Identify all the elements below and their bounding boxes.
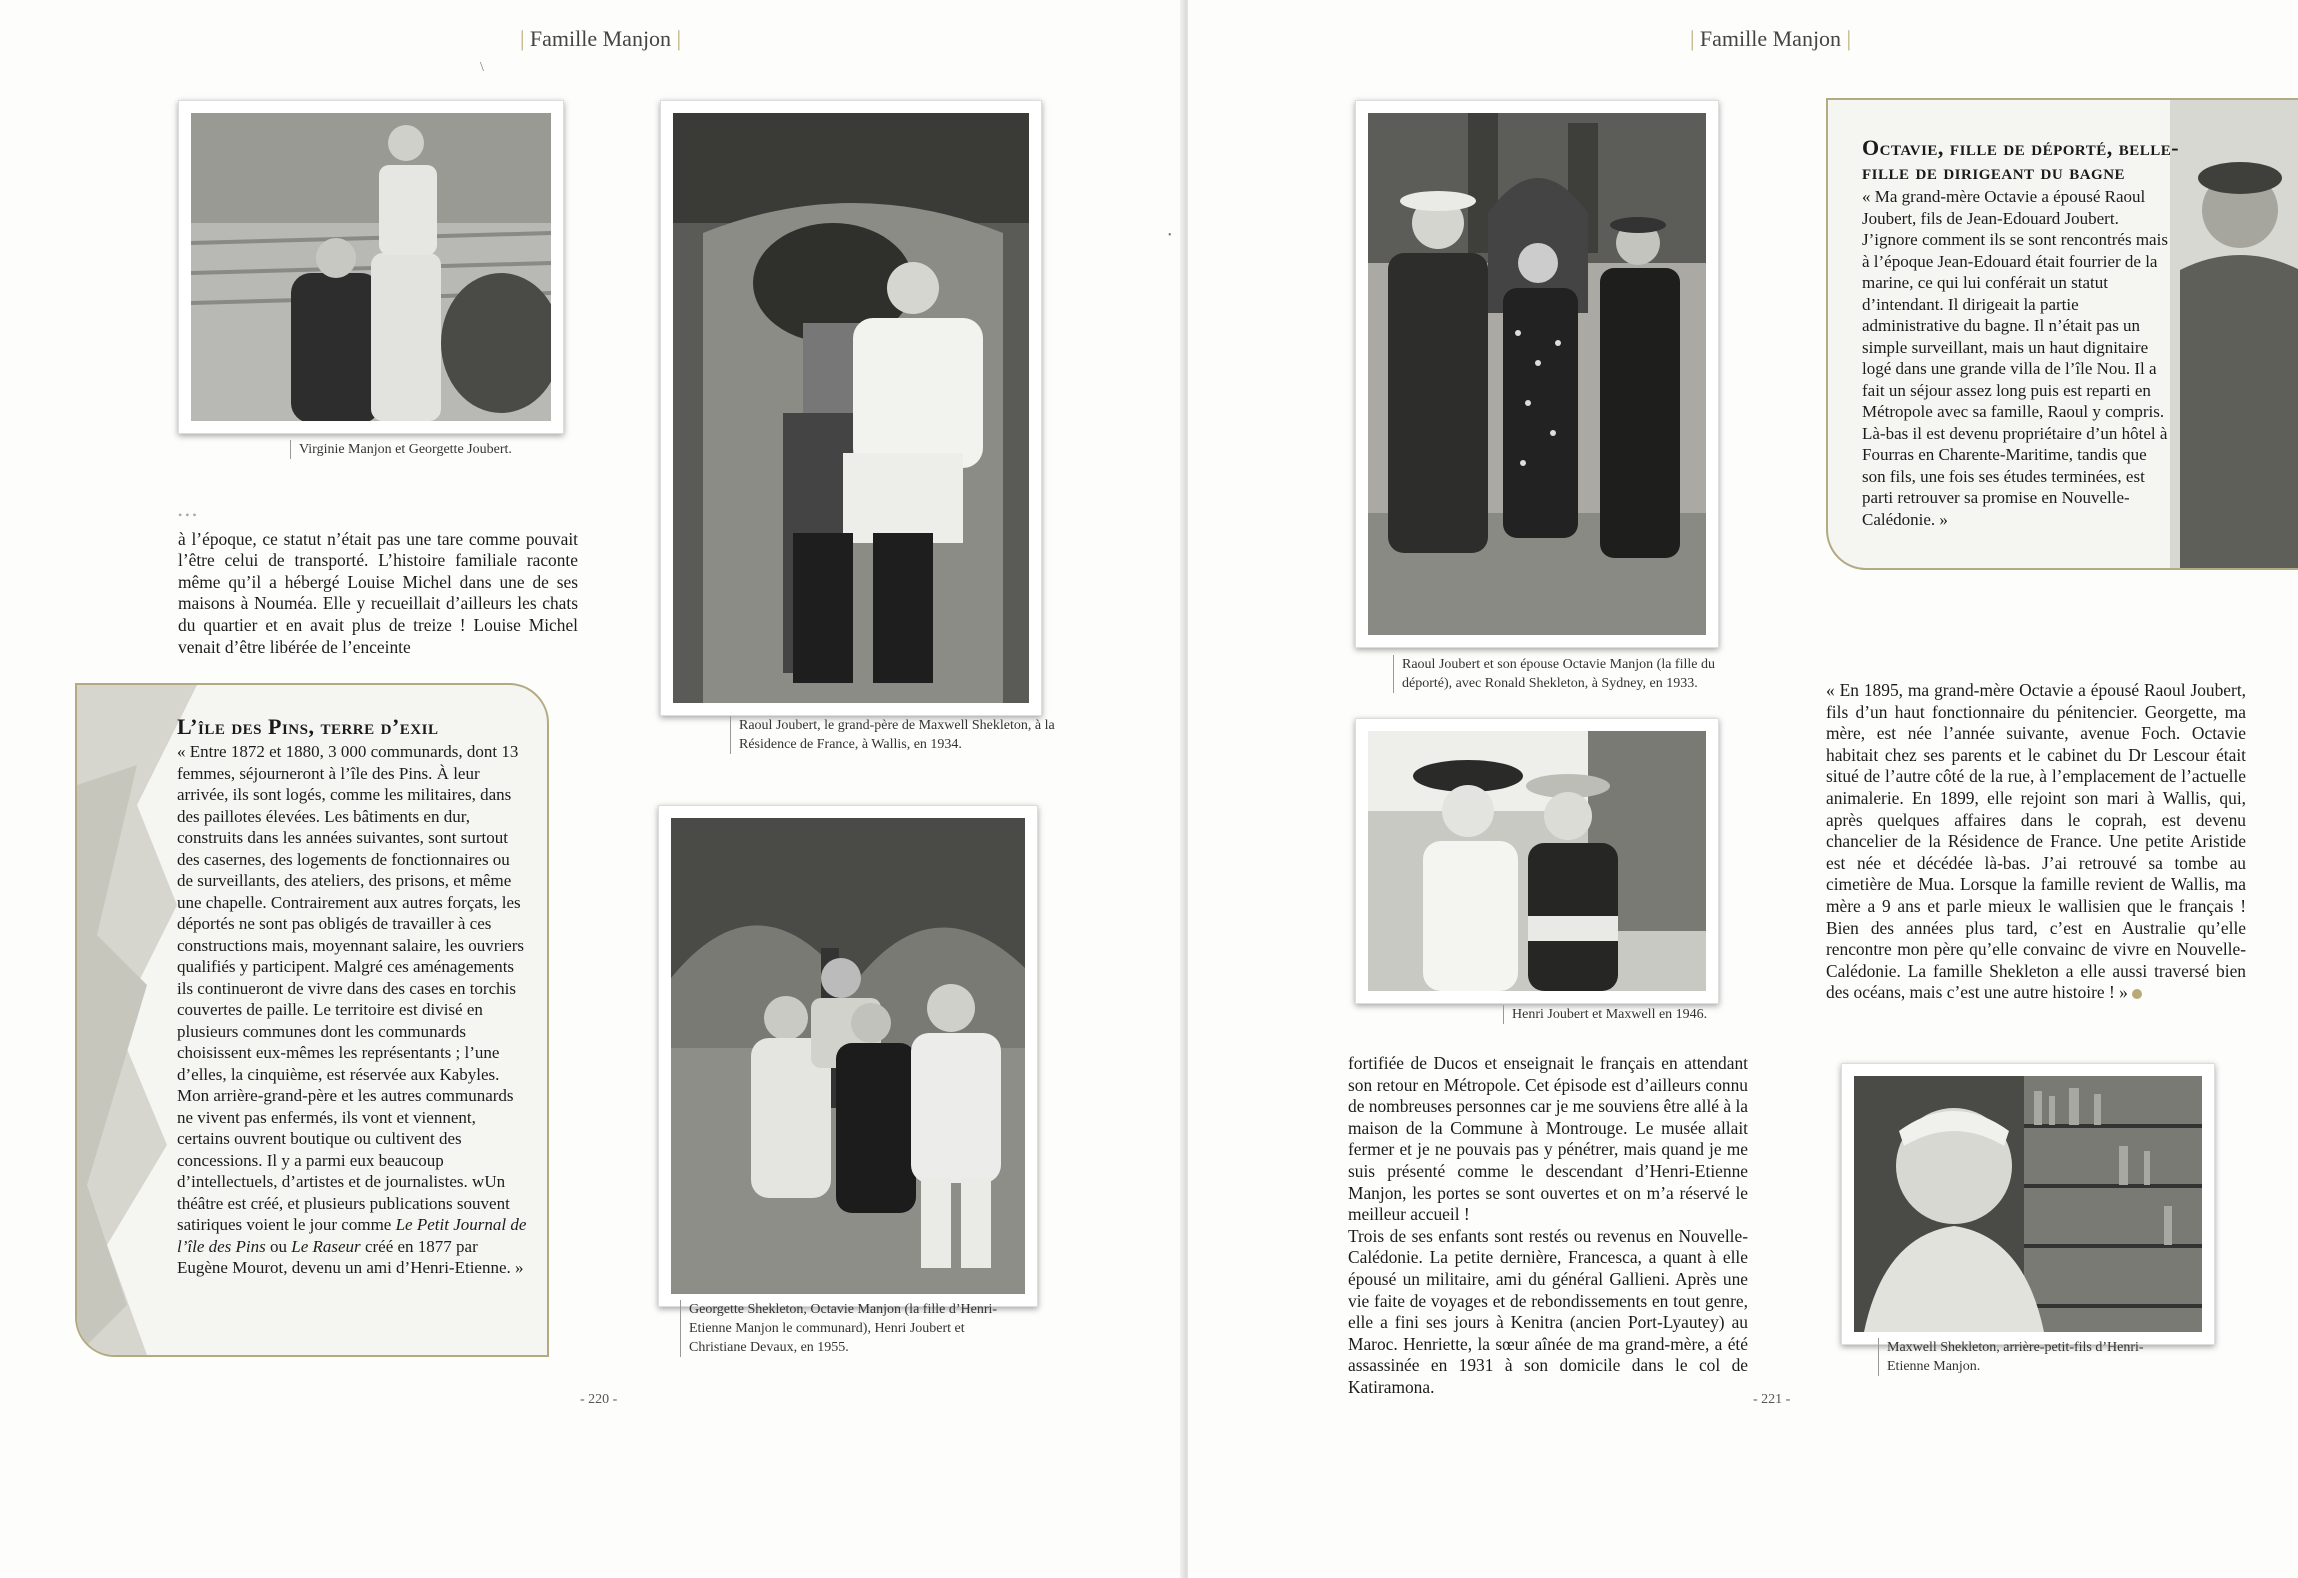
right-page <box>1168 0 2298 1578</box>
end-bullet-icon <box>2132 989 2142 999</box>
photo-6-caption: Maxwell Shekleton, arrière-petit-fils d’Henri-Etienne Manjon. <box>1878 1338 2147 1376</box>
sidebar-octavie-title: Octavie, fille de déporté, belle-fille de dirigeant du bagne <box>1862 135 2180 184</box>
page-number-right: - 221 - <box>1753 1392 1791 1407</box>
photo-sydney-1933 <box>1355 100 1719 648</box>
running-head-right: | Famille Manjon | <box>1690 26 1851 51</box>
photo-6-image <box>1854 1076 2202 1332</box>
scan-mark: \ <box>480 60 484 75</box>
quote-text-block <box>1826 680 2246 1004</box>
body-text-left <box>178 505 578 658</box>
page-number-left: - 220 - <box>580 1392 618 1407</box>
photo-4-caption: Raoul Joubert et son épouse Octavie Manjon (la fille du déporté), avec Ronald Shekleton, à Sydney, en 1933. <box>1393 655 1732 693</box>
photo-virginie-georgette <box>178 100 564 434</box>
running-head-right-text: Famille Manjon <box>1699 26 1842 51</box>
photo-5-caption: Henri Joubert et Maxwell en 1946. <box>1503 1005 1772 1024</box>
photo-2-caption: Raoul Joubert, le grand-père de Maxwell Shekleton, à la Résidence de France, à Wallis, en 1934. <box>730 716 1059 754</box>
body-paragraph-1: fortifiée de Ducos et enseignait le français en attendant son retour en Métropole. Cet épisode est d’ailleurs connu de nombreuses personnes car je me souviens être allé à la maison de la Commune à Montrouge. Le musée allait fermer et je ne pouvais pas y pénétrer, mais quand je me suis présenté comme le descendant d’Henri-Etienne Manjon, les portes se sont ouvertes et on m’a réservé le meilleur accueil ! <box>1348 1053 1748 1225</box>
sidebar-italic-1: Le Petit Journal de l’île des Pins <box>177 1215 527 1256</box>
photo-henri-maxwell <box>1355 718 1719 1004</box>
photo-1-caption: Virginie Manjon et Georgette Joubert. <box>290 440 599 459</box>
sidebar-text <box>177 741 527 1279</box>
body-paragraph-2: Trois de ses enfants sont restés ou revenus en Nouvelle-Calédonie. La petite dernière, Francesca, a quant à elle épousé un militaire, ami du général Gallieni. Après une vie faite de voyages et de rebondissements en tout genre, elle a fini ses jours à Kenitra (ancien Port-Lyautey) au Maroc. Henriette, la sœur aînée de ma grand-mère, a été assassinée en 1931 à son domicile dans le col de Katiramona. <box>1348 1225 1748 1397</box>
sidebar-content <box>177 715 527 1279</box>
photo-5-image <box>1368 731 1706 991</box>
sidebar-ile-des-pins <box>75 683 549 1357</box>
sidebar-italic-2: Le Raseur <box>291 1236 361 1256</box>
octavie-portrait <box>2170 100 2298 568</box>
body-paragraph: à l’époque, ce statut n’était pas une tare comme pouvait l’être celui de transporté. L’histoire familiale raconte même qu’il a hébergé Louise Michel dans une de ses maisons à Nouméa. Elle y recueillait d’ailleurs les chats du quartier et en avait plus de treize ! Louise Michel venait d’être libérée de l’enceinte <box>178 528 578 657</box>
photo-3-caption: Georgette Shekleton, Octavie Manjon (la fille d’Henri-Etienne Manjon le communard), Henri Joubert et Christiane Devaux, en 1955. <box>680 1300 1019 1357</box>
sidebar-octavie-content <box>1862 136 2182 530</box>
photo-4-image <box>1368 113 1706 635</box>
photo-1955-group <box>658 805 1038 1307</box>
quote-paragraph <box>1826 680 2246 1004</box>
scan-dot: • <box>1168 230 1172 241</box>
photo-2-image <box>673 113 1029 703</box>
running-head-left: | Famille Manjon | <box>520 26 681 51</box>
photo-raoul-joubert <box>660 100 1042 716</box>
sidebar-octavie-text: « Ma grand-mère Octavie a épousé Raoul Joubert, fils de Jean-Edouard Joubert. J’ignore comment ils se sont rencontrés mais à l’époque Jean-Edouard était fourrier de la marine, ce qui lui conférait un statut d’intendant. Il dirigeait la partie administrative du bagne. Il n’était pas un simple surveillant, mais un haut dignitaire logé dans une grande villa de l’île Nou. Il a fait un séjour assez long puis est reparti en Métropole avec sa famille, Raoul y compris. Là-bas il est devenu propriétaire d’un hôtel à Fourras en Charente-Maritime, tandis que son fils, une fois ses études terminées, est parti retrouver sa promise en Nouvelle-Calédonie. » <box>1862 187 2168 529</box>
dot-ornament: • • • <box>178 508 197 522</box>
photo-1-image <box>191 113 551 421</box>
photo-maxwell <box>1841 1063 2215 1345</box>
sidebar-octavie <box>1826 98 2298 570</box>
sidebar-title: L’île des Pins, terre d’exil <box>177 714 439 739</box>
running-head-left-text: Famille Manjon <box>529 26 672 51</box>
sidebar-connector: ou <box>270 1236 288 1256</box>
sidebar-text-3: créé en 1877 par Eugène Mourot, devenu un ami d’Henri-Etienne. » <box>177 1236 524 1277</box>
body-text-right <box>1348 1053 1748 1399</box>
quote-text: « En 1895, ma grand-mère Octavie a épousé Raoul Joubert, fils d’un haut fonctionnaire du pénitencier. Georgette, ma mère, est née l’année suivante, avenue Foch. Octavie habitait chez ses parents et le cabinet du Dr Lescour était situé de l’autre côté de la rue, à l’emplacement de l’actuelle animalerie. En 1899, elle rejoint son mari à Wallis, qui, après quelques affaires dans le coprah, est devenu chancelier de la Résidence de France. Une petite Aristide est née et décédée là-bas. J’ai retrouvé sa tombe au cimetière de Mua. Lorsque la famille revient de Wallis, ma mère a 9 ans et parle mieux le wallisien que le français ! Bien des années plus tard, c’est en Australie qu’elle rencontre mon père qu’elle convainc de vivre en Nouvelle-Calédonie. La famille Shekleton a elle aussi traversé bien des océans, mais c’est une autre histoire ! » <box>1826 680 2246 1003</box>
photo-3-image <box>671 818 1025 1294</box>
sidebar-text-2: Mon arrière-grand-père et les autres communards ne vivent pas enfermés, ils vont et viennent, certains ouvrent boutique ou cultivent des concessions. Il y a parmi eux beaucoup d’intellectuels, d’artistes et de journalistes. wUn théâtre est créé, et plusieurs publications souvent satiriques voient le jour comme <box>177 1086 514 1234</box>
sidebar-text-1: « Entre 1872 et 1880, 3 000 communards, dont 13 femmes, séjourneront à l’île des Pins. À leur arrivée, ils sont logés, comme les militaires, dans des paillotes élevées. Les bâtiments en dur, construits dans les années suivantes, sont surtout des casernes, des logements de fonctionnaires ou de surveillants, des ateliers, des prisons, et même une chapelle. Contrairement aux autres forçats, les déportés ne sont pas obligés de travailler à ces constructions mais, moyennant salaire, les ouvriers qualifiés y participent. Malgré ces aménagements ils continueront de vivre dans des cases en torchis couvertes de paille. Le territoire est divisé en plusieurs communes dont les communards choisissent eux-mêmes les représentants ; l’une d’elles, la cinquième, est réservée aux Kabyles. <box>177 742 524 1084</box>
